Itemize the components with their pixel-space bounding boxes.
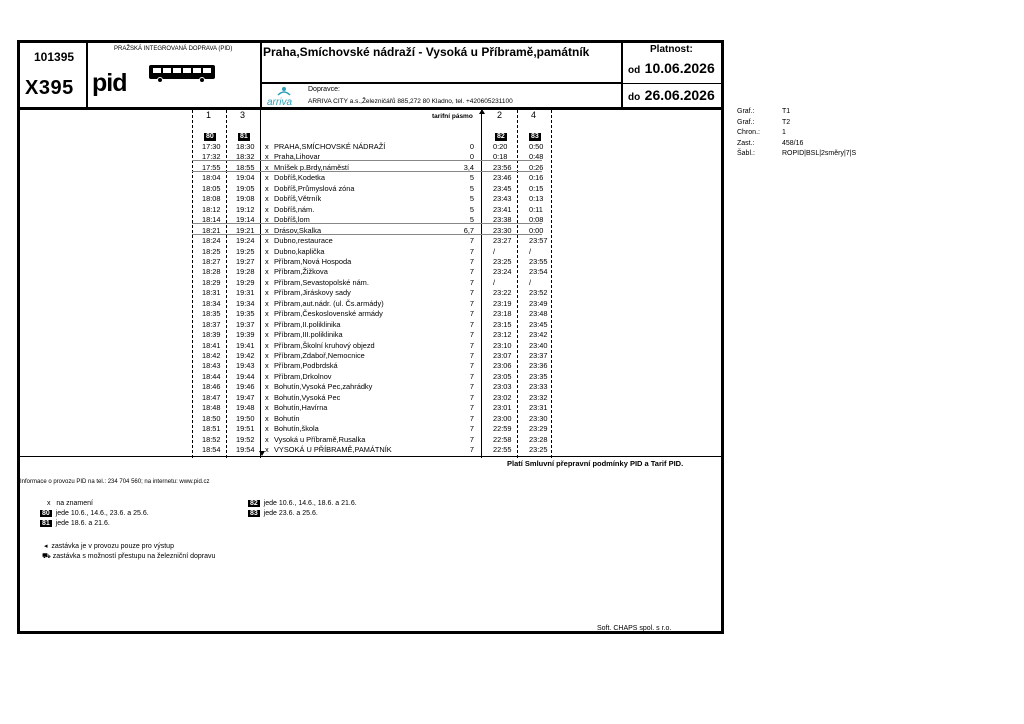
- departure-time: 18:41: [202, 340, 221, 350]
- valid-from-prefix: od: [628, 65, 641, 76]
- valid-from: [628, 60, 715, 78]
- timetable-frame: [17, 40, 724, 634]
- departure-time: 18:24: [202, 236, 221, 246]
- tariff-zone: 5: [469, 215, 474, 225]
- stop-name: Dobříš,Kodetka: [274, 173, 325, 183]
- pid-logo: pid: [92, 69, 127, 97]
- departure-time: 23:30: [493, 225, 512, 235]
- departure-time: 23:22: [493, 288, 512, 298]
- departure-time: 0:50: [529, 142, 544, 151]
- side-meta-value: T2: [782, 118, 791, 126]
- valid-to-date: 26.06.2026: [644, 87, 715, 103]
- departure-time: 0:15: [529, 183, 544, 193]
- stop-name: Příbram,II.poliklinika: [274, 319, 341, 329]
- arrow-up-icon: [477, 109, 487, 119]
- carrier-text: ARRIVA CITY a.s.,Železničářů 885,272 80 Kladno, tel. +420605231100: [308, 98, 513, 105]
- stop-name: Příbram,III.poliklinika: [274, 330, 343, 340]
- col-trip-1: 1: [206, 110, 212, 120]
- on-request-mark: x: [265, 413, 269, 423]
- table-row: [20, 445, 725, 456]
- stop-name: VYSOKÁ U PŘÍBRAMĚ,PAMÁTNÍK: [274, 445, 392, 455]
- departure-time: 18:08: [202, 194, 221, 204]
- departure-time: 0:13: [529, 194, 544, 204]
- departure-time: 19:35: [236, 309, 255, 319]
- departure-time: 18:35: [202, 309, 221, 319]
- departure-time: 19:05: [236, 183, 255, 193]
- departure-time: 23:52: [529, 288, 548, 298]
- on-request-mark: x: [265, 361, 269, 371]
- table-row: [20, 414, 725, 425]
- side-meta-value: 458/16: [782, 139, 804, 147]
- table-row: [20, 361, 725, 372]
- arrow-down-icon: [257, 447, 267, 457]
- on-request-mark: x: [265, 403, 269, 413]
- col-tariff: tarifní pásmo: [432, 113, 473, 120]
- table-row: [20, 393, 725, 404]
- departure-time: 19:12: [236, 204, 255, 214]
- software-credit: Soft. CHAPS spol. s r.o.: [597, 625, 672, 632]
- on-request-mark: x: [265, 382, 269, 392]
- side-meta-key: Zast.:: [737, 139, 755, 147]
- departure-time: 23:32: [529, 392, 548, 402]
- departure-time: 22:58: [493, 434, 512, 444]
- table-row: [20, 236, 725, 247]
- stop-name: Příbram,aut.nádr. (ul. Čs.armády): [274, 298, 384, 308]
- table-row: [20, 247, 725, 258]
- tariff-zone: 6,7: [463, 225, 474, 235]
- departure-time: 17:32: [202, 152, 221, 162]
- tariff-zone: 7: [469, 309, 474, 319]
- table-row: [20, 309, 725, 320]
- stop-name: Příbram,Podbrdská: [274, 361, 338, 371]
- tariff-zone: 7: [469, 277, 474, 287]
- badge-80: 80: [206, 133, 214, 140]
- table-row: [20, 330, 725, 341]
- tariff-zone: 7: [469, 267, 474, 277]
- tariff-zone: 7: [469, 392, 474, 402]
- tariff-zone: 7: [469, 382, 474, 392]
- departure-time: 18:05: [202, 183, 221, 193]
- side-meta-value: 1: [782, 129, 786, 136]
- carrier-label: Dopravce:: [308, 86, 340, 93]
- table-row: [20, 173, 725, 184]
- departure-time: 18:14: [202, 215, 221, 225]
- stop-name: Příbram,Školní kruhový objezd: [274, 340, 375, 350]
- on-request-mark: x: [265, 330, 269, 340]
- departure-time: 23:19: [493, 298, 512, 308]
- departure-time: 18:37: [202, 319, 221, 329]
- on-request-mark: x: [265, 225, 269, 235]
- on-request-mark: x: [265, 298, 269, 308]
- departure-time: 23:56: [493, 162, 512, 172]
- departure-time: 18:29: [202, 277, 221, 287]
- stop-name: Příbram,Nová Hospoda: [274, 256, 352, 266]
- table-row: [20, 320, 725, 331]
- tariff-zone: 5: [469, 194, 474, 204]
- departure-time: 19:25: [236, 246, 255, 256]
- table-row: [20, 184, 725, 195]
- table-row: [20, 372, 725, 383]
- tariff-zone: 0: [469, 152, 474, 162]
- stop-name: Příbram,Jiráskovy sady: [274, 288, 351, 298]
- departure-time: 18:04: [202, 173, 221, 183]
- departure-time: 23:46: [493, 173, 512, 183]
- tariff-zone: 7: [469, 434, 474, 444]
- tariff-zone: 7: [469, 340, 474, 350]
- table-row: [20, 435, 725, 446]
- on-request-mark: x: [265, 434, 269, 444]
- departure-time: 18:21: [202, 225, 221, 235]
- validity-label: Platnost:: [650, 44, 693, 55]
- stop-name: Dobříš,nám.: [274, 204, 315, 214]
- stop-name: Dobříš,Průmyslová zóna: [274, 183, 355, 193]
- on-request-mark: x: [265, 267, 269, 277]
- stop-name: Příbram,Žižkova: [274, 267, 328, 277]
- valid-to-prefix: do: [628, 92, 641, 103]
- stop-name: Bohutín,škola: [274, 424, 319, 434]
- side-meta-row: [737, 128, 937, 139]
- on-request-mark: x: [265, 173, 269, 183]
- stop-name: Bohutín: [274, 413, 300, 423]
- departure-time: 18:32: [236, 152, 255, 162]
- tariff-zone: 7: [469, 424, 474, 434]
- departure-time: 0:00: [529, 225, 544, 235]
- departure-time: 19:47: [236, 392, 255, 402]
- departure-time: 23:42: [529, 330, 548, 340]
- departure-time: /: [529, 277, 532, 287]
- table-row: [20, 382, 725, 393]
- departure-time: 19:14: [236, 215, 255, 225]
- on-request-mark: x: [265, 152, 269, 162]
- stop-name: Dubno,restaurace: [274, 236, 333, 246]
- operator-system: PRAŽSKÁ INTEGROVANÁ DOPRAVA (PID): [114, 46, 233, 52]
- departure-time: /: [493, 246, 496, 256]
- departure-time: 18:47: [202, 392, 221, 402]
- bus-icon: [148, 63, 216, 83]
- stop-name: Dobříš,lom: [274, 215, 310, 225]
- side-meta: [737, 107, 937, 160]
- departure-time: 23:36: [529, 361, 548, 371]
- conditions-text: Platí Smluvní přepravní podmínky PID a Tarif PID.: [507, 459, 684, 468]
- departure-time: 23:00: [493, 413, 512, 423]
- on-request-mark: x: [265, 445, 269, 455]
- tariff-zone: 7: [469, 236, 474, 246]
- departure-time: 19:54: [236, 445, 255, 455]
- arriva-logo: [265, 85, 303, 107]
- tariff-zone: 7: [469, 413, 474, 423]
- on-request-mark: x: [265, 204, 269, 214]
- departure-time: 0:08: [529, 215, 544, 225]
- departure-time: 23:27: [493, 236, 512, 246]
- departure-time: 23:28: [529, 434, 548, 444]
- table-row: [20, 194, 725, 205]
- departure-time: 19:21: [236, 225, 255, 235]
- departure-time: 23:45: [493, 183, 512, 193]
- tariff-zone: 5: [469, 173, 474, 183]
- departure-time: 19:41: [236, 340, 255, 350]
- departure-time: 18:46: [202, 382, 221, 392]
- departure-time: 19:39: [236, 330, 255, 340]
- svg-text:arriva: arriva: [267, 97, 293, 107]
- stop-name: Dubno,kaplička: [274, 246, 325, 256]
- col-trip-3: 3: [240, 110, 246, 120]
- on-request-mark: x: [265, 424, 269, 434]
- departure-time: 19:44: [236, 371, 255, 381]
- table-row: [20, 142, 725, 153]
- valid-to: [628, 87, 715, 105]
- route-title: Praha,Smíchovské nádraží - Vysoká u Příbramě,památník: [263, 45, 590, 59]
- on-request-mark: x: [265, 194, 269, 204]
- departure-time: 22:55: [493, 445, 512, 455]
- note-83: 83 jede 23.6. a 25.6.: [250, 510, 318, 517]
- side-meta-value: T1: [782, 108, 791, 115]
- departure-time: 23:12: [493, 330, 512, 340]
- departure-time: 23:54: [529, 267, 548, 277]
- col-trip-4: 4: [531, 110, 537, 120]
- tariff-zone: 3,4: [463, 162, 474, 172]
- departure-time: 22:59: [493, 424, 512, 434]
- tariff-zone: 7: [469, 330, 474, 340]
- departure-time: 23:49: [529, 298, 548, 308]
- departure-time: 0:20: [493, 142, 508, 151]
- exit-only-icon: ◂: [44, 543, 48, 550]
- departure-time: 19:50: [236, 413, 255, 423]
- legend-exit: ◂ zastávka je v provozu pouze pro výstup: [44, 543, 174, 550]
- departure-time: 18:34: [202, 298, 221, 308]
- departure-time: 23:48: [529, 309, 548, 319]
- table-row: [20, 278, 725, 289]
- side-meta-key: Šabl.:: [737, 150, 755, 157]
- on-request-mark: x: [265, 277, 269, 287]
- departure-time: 19:51: [236, 424, 255, 434]
- on-request-mark: x: [265, 162, 269, 172]
- departure-time: 23:07: [493, 351, 512, 360]
- note-80: 80 jede 10.6., 14.6., 23.6. a 25.6.: [42, 510, 149, 517]
- table-row: [20, 403, 725, 414]
- departure-time: 23:25: [493, 256, 512, 266]
- departure-time: 23:41: [493, 204, 512, 214]
- departure-time: 23:01: [493, 403, 512, 413]
- tariff-zone: 0: [469, 142, 474, 151]
- stop-name: Drásov,Skalka: [274, 225, 322, 235]
- departure-time: 17:55: [202, 162, 221, 172]
- legend-rail: ⛟ zastávka s možností přestupu na železniční dopravu: [42, 553, 216, 560]
- departure-time: 19:46: [236, 382, 255, 392]
- departure-time: 23:10: [493, 340, 512, 350]
- on-request-mark: x: [265, 392, 269, 402]
- tariff-zone: 7: [469, 288, 474, 298]
- on-request-mark: x: [265, 215, 269, 225]
- departure-time: 23:05: [493, 371, 512, 381]
- departure-time: /: [493, 277, 496, 287]
- side-meta-key: Graf.:: [737, 118, 755, 126]
- col-trip-2: 2: [497, 110, 503, 120]
- stop-name: PRAHA,SMÍCHOVSKÉ NÁDRAŽÍ: [274, 142, 386, 151]
- departure-time: 19:24: [236, 236, 255, 246]
- departure-time: 0:26: [529, 162, 544, 172]
- departure-time: 18:52: [202, 434, 221, 444]
- tariff-zone: 7: [469, 351, 474, 360]
- departure-time: 19:04: [236, 173, 255, 183]
- departure-time: 23:03: [493, 382, 512, 392]
- departure-time: 18:44: [202, 371, 221, 381]
- tariff-zone: 7: [469, 256, 474, 266]
- departure-time: 23:02: [493, 392, 512, 402]
- departure-time: 18:27: [202, 256, 221, 266]
- departure-time: 18:12: [202, 204, 221, 214]
- departure-time: 19:27: [236, 256, 255, 266]
- departure-time: 23:30: [529, 413, 548, 423]
- departure-time: 23:18: [493, 309, 512, 319]
- departure-time: 23:31: [529, 403, 548, 413]
- side-meta-row: [737, 149, 937, 160]
- departure-time: 23:43: [493, 194, 512, 204]
- departure-time: 18:31: [202, 288, 221, 298]
- note-81: 81 jede 18.6. a 21.6.: [42, 520, 110, 527]
- stop-name: Bohutín,Havírna: [274, 403, 328, 413]
- departure-time: 23:45: [529, 319, 548, 329]
- departure-time: 19:37: [236, 319, 255, 329]
- departure-time: 23:29: [529, 424, 548, 434]
- departure-time: 18:51: [202, 424, 221, 434]
- table-row: [20, 299, 725, 310]
- departure-time: 23:55: [529, 256, 548, 266]
- on-request-mark: x: [265, 246, 269, 256]
- tariff-zone: 7: [469, 371, 474, 381]
- table-row: [20, 215, 725, 226]
- departure-time: 18:43: [202, 361, 221, 371]
- line-label: X395: [25, 77, 74, 99]
- on-request-mark: x: [265, 142, 269, 151]
- table-row: [20, 351, 725, 362]
- departure-time: 18:54: [202, 445, 221, 455]
- departure-time: 18:25: [202, 246, 221, 256]
- on-request-mark: x: [265, 371, 269, 381]
- tariff-zone: 5: [469, 204, 474, 214]
- tariff-zone: 7: [469, 298, 474, 308]
- on-request-mark: x: [265, 351, 269, 360]
- stop-name: Dobříš,Větrník: [274, 194, 322, 204]
- on-request-mark: x: [265, 256, 269, 266]
- departure-time: 23:25: [529, 445, 548, 455]
- departure-time: 0:18: [493, 152, 508, 162]
- tariff-zone: 5: [469, 183, 474, 193]
- side-meta-row: [737, 139, 937, 150]
- departure-time: 23:57: [529, 236, 548, 246]
- stop-name: Příbram,Drkolnov: [274, 371, 332, 381]
- departure-time: /: [529, 246, 532, 256]
- on-request-mark: x: [265, 236, 269, 246]
- stop-name: Vysoká u Příbramě,Rusalka: [274, 434, 366, 444]
- side-meta-row: [737, 118, 937, 129]
- note-x: x na znamení: [47, 500, 93, 507]
- stop-name: Příbram,Sevastopolské nám.: [274, 277, 369, 287]
- departure-time: 0:48: [529, 152, 544, 162]
- departure-time: 23:35: [529, 371, 548, 381]
- info-text: Informace o provozu PID na tel.: 234 704 560; na internetu: www.pid.cz: [20, 479, 210, 485]
- table-row: [20, 424, 725, 435]
- departure-time: 0:16: [529, 173, 544, 183]
- valid-from-date: 10.06.2026: [644, 60, 715, 76]
- departure-time: 19:29: [236, 277, 255, 287]
- departure-time: 23:33: [529, 382, 548, 392]
- badge-82: 82: [497, 133, 505, 140]
- side-meta-value: ROPID|BSL|2směry|7|S: [782, 150, 857, 157]
- departure-time: 0:11: [529, 204, 543, 214]
- badge-81: 81: [240, 133, 248, 140]
- departure-time: 18:48: [202, 403, 221, 413]
- departure-time: 19:42: [236, 351, 255, 360]
- stop-name: Praha,Lihovar: [274, 152, 321, 162]
- table-row: [20, 257, 725, 268]
- table-row: [20, 341, 725, 352]
- departure-time: 23:38: [493, 215, 512, 225]
- stop-name: Příbram,Československé armády: [274, 309, 383, 319]
- on-request-mark: x: [265, 309, 269, 319]
- on-request-mark: x: [265, 319, 269, 329]
- table-row: [20, 288, 725, 299]
- departure-time: 19:08: [236, 194, 255, 204]
- on-request-mark: x: [265, 183, 269, 193]
- side-meta-key: Chron.:: [737, 129, 760, 136]
- stop-name: Příbram,Zdaboř,Nemocnice: [274, 351, 365, 360]
- line-code: 101395: [34, 50, 75, 64]
- departure-time: 23:40: [529, 340, 548, 350]
- on-request-mark: x: [265, 340, 269, 350]
- departure-time: 23:15: [493, 319, 512, 329]
- departure-time: 19:48: [236, 403, 255, 413]
- badge-83: 83: [531, 133, 539, 140]
- departure-time: 18:55: [236, 162, 255, 172]
- on-request-mark: x: [265, 288, 269, 298]
- departure-time: 18:28: [202, 267, 221, 277]
- departure-time: 19:31: [236, 288, 255, 298]
- stop-name: Mníšek p.Brdy,náměstí: [274, 162, 350, 172]
- train-icon: ⛟: [42, 553, 51, 560]
- tariff-zone: 7: [469, 361, 474, 371]
- departure-time: 19:52: [236, 434, 255, 444]
- stop-name: Bohutín,Vysoká Pec: [274, 392, 341, 402]
- departure-time: 18:42: [202, 351, 221, 360]
- side-meta-key: Graf.:: [737, 108, 755, 115]
- departure-time: 23:37: [529, 351, 548, 360]
- departure-time: 23:24: [493, 267, 512, 277]
- departure-time: 18:50: [202, 413, 221, 423]
- tariff-zone: 7: [469, 445, 474, 455]
- stop-name: Bohutín,Vysoká Pec,zahrádky: [274, 382, 373, 392]
- departure-time: 17:30: [202, 142, 221, 151]
- departure-time: 23:06: [493, 361, 512, 371]
- table-row: [20, 152, 725, 163]
- table-row: [20, 267, 725, 278]
- departure-time: 19:28: [236, 267, 255, 277]
- note-82: 82 jede 10.6., 14.6., 18.6. a 21.6.: [250, 500, 357, 507]
- table-row: [20, 205, 725, 216]
- departure-time: 18:30: [236, 142, 255, 151]
- tariff-zone: 7: [469, 403, 474, 413]
- departure-time: 18:39: [202, 330, 221, 340]
- tariff-zone: 7: [469, 319, 474, 329]
- departure-time: 19:43: [236, 361, 255, 371]
- tariff-zone: 7: [469, 246, 474, 256]
- side-meta-row: [737, 107, 937, 118]
- departure-time: 19:34: [236, 298, 255, 308]
